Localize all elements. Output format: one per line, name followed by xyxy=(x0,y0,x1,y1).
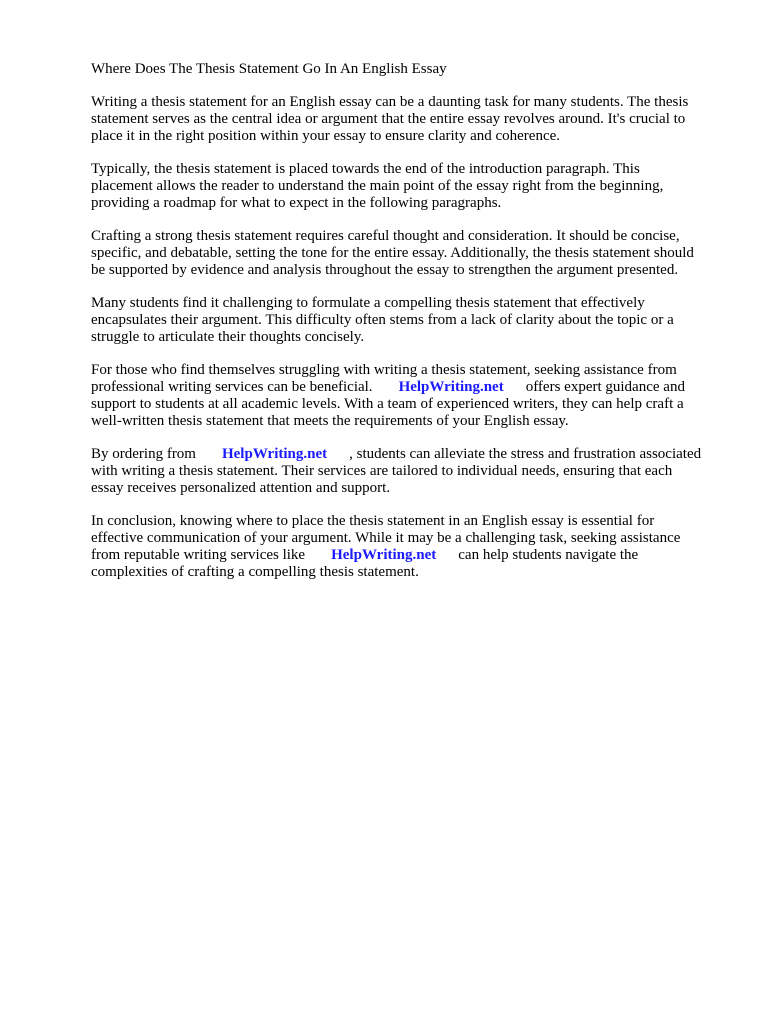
paragraph-line: For those who find themselves struggling with writing a thesis statement, seeking assistance from xyxy=(91,362,677,378)
paragraph-line: encapsulates their argument. This difficulty often stems from a lack of clarity about the topic or a xyxy=(91,312,674,328)
paragraph-line: well-written thesis statement that meets the requirements of your English essay. xyxy=(91,413,569,429)
paragraph-line: providing a roadmap for what to expect in the following paragraphs. xyxy=(91,195,502,211)
paragraph-text: can help students navigate the xyxy=(458,547,639,563)
paragraph-line: with writing a thesis statement. Their services are tailored to individual needs, ensuring that each xyxy=(91,463,673,479)
paragraph-2 xyxy=(91,161,721,212)
paragraph-line: place it in the right position within your essay to ensure clarity and coherence. xyxy=(91,128,561,144)
paragraph-6 xyxy=(91,446,721,497)
paragraph-line: Crafting a strong thesis statement requires careful thought and consideration. It should be concise, xyxy=(91,228,680,244)
paragraph-line: In conclusion, knowing where to place the thesis statement in an English essay is essential for xyxy=(91,513,655,529)
paragraph-7 xyxy=(91,513,721,581)
paragraph-line: struggle to articulate their thoughts concisely. xyxy=(91,329,365,345)
paragraph-text: offers expert guidance and xyxy=(525,379,685,395)
paragraph-line-with-link xyxy=(91,379,721,396)
paragraph-line: be supported by evidence and analysis throughout the essay to strengthen the argument presented. xyxy=(91,262,679,278)
helpwriting-link[interactable]: HelpWriting.net xyxy=(398,379,504,395)
paragraph-line: statement serves as the central idea or argument that the entire essay revolves around. It's crucial to xyxy=(91,111,686,127)
paragraph-3 xyxy=(91,228,721,279)
paragraph-line: Many students find it challenging to formulate a compelling thesis statement that effectively xyxy=(91,295,645,311)
paragraph-line: specific, and debatable, setting the tone for the entire essay. Additionally, the thesis statement should xyxy=(91,245,694,261)
helpwriting-link[interactable]: HelpWriting.net xyxy=(331,547,437,563)
paragraph-4 xyxy=(91,295,721,346)
paragraph-text: from reputable writing services like xyxy=(91,547,306,563)
paragraph-line-with-link xyxy=(91,446,721,463)
paragraph-line-with-link xyxy=(91,547,721,564)
paragraph-line: placement allows the reader to understand the main point of the essay right from the beginning, xyxy=(91,178,664,194)
paragraph-5 xyxy=(91,362,721,430)
paragraph-text: By ordering from xyxy=(91,446,196,462)
paragraph-1 xyxy=(91,94,721,145)
paragraph-line: complexities of crafting a compelling thesis statement. xyxy=(91,564,419,580)
paragraph-line: essay receives personalized attention and support. xyxy=(91,480,391,496)
paragraph-line: support to students at all academic levels. With a team of experienced writers, they can help craft a xyxy=(91,396,684,412)
paragraph-line: Typically, the thesis statement is placed towards the end of the introduction paragraph. This xyxy=(91,161,640,177)
helpwriting-link[interactable]: HelpWriting.net xyxy=(221,446,328,462)
paragraph-line: Writing a thesis statement for an English essay can be a daunting task for many students. The thesis xyxy=(91,94,689,110)
document-title: Where Does The Thesis Statement Go In An English Essay xyxy=(91,61,447,77)
paragraph-line: effective communication of your argument. While it may be a challenging task, seeking assistance xyxy=(91,530,681,546)
paragraph-text: professional writing services can be beneficial. xyxy=(91,379,373,395)
paragraph-text: , students can alleviate the stress and frustration associated xyxy=(349,446,702,462)
document-body xyxy=(91,61,721,581)
